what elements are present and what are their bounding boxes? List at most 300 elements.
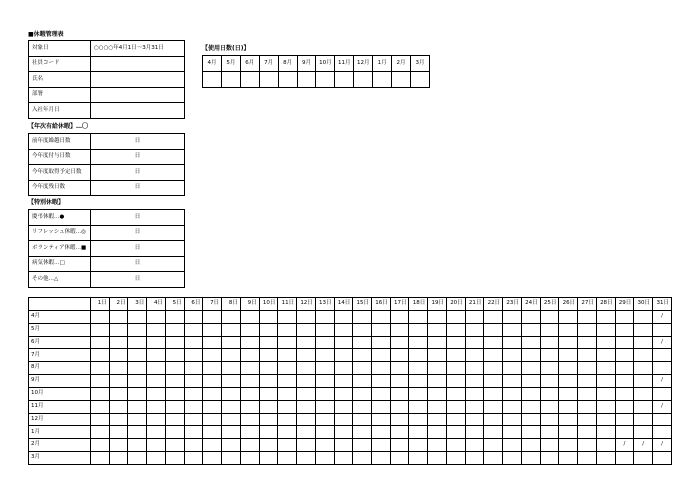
calendar-day-cell[interactable] [278, 362, 297, 375]
calendar-day-cell[interactable] [390, 413, 409, 426]
calendar-day-cell[interactable] [578, 426, 597, 439]
calendar-day-cell[interactable] [540, 439, 559, 452]
calendar-day-cell[interactable] [240, 349, 259, 362]
calendar-day-cell[interactable] [372, 310, 391, 323]
calendar-day-cell[interactable] [315, 310, 334, 323]
calendar-day-cell[interactable] [109, 400, 128, 413]
calendar-day-cell[interactable] [109, 349, 128, 362]
calendar-day-cell[interactable] [91, 336, 110, 349]
calendar-day-cell[interactable] [334, 400, 353, 413]
calendar-day-cell[interactable] [578, 310, 597, 323]
calendar-day-cell[interactable] [503, 310, 522, 323]
calendar-day-cell[interactable] [596, 387, 615, 400]
calendar-day-cell[interactable] [578, 375, 597, 388]
calendar-day-cell[interactable] [409, 452, 428, 465]
calendar-day-cell[interactable] [91, 375, 110, 388]
calendar-day-cell[interactable] [203, 413, 222, 426]
calendar-day-cell[interactable] [315, 336, 334, 349]
info-value-field[interactable] [91, 72, 185, 88]
calendar-day-cell[interactable] [165, 387, 184, 400]
calendar-day-cell[interactable] [559, 426, 578, 439]
calendar-day-cell[interactable] [615, 452, 634, 465]
calendar-day-cell[interactable] [259, 323, 278, 336]
calendar-day-cell[interactable] [503, 336, 522, 349]
calendar-day-cell[interactable] [128, 336, 147, 349]
calendar-day-cell[interactable] [203, 375, 222, 388]
calendar-day-cell[interactable] [428, 375, 447, 388]
calendar-day-cell[interactable] [428, 362, 447, 375]
calendar-day-cell[interactable] [184, 439, 203, 452]
calendar-day-cell[interactable] [165, 426, 184, 439]
usage-days-cell[interactable] [410, 72, 429, 88]
calendar-day-cell[interactable] [446, 375, 465, 388]
calendar-day-cell[interactable] [147, 452, 166, 465]
calendar-day-cell[interactable] [484, 336, 503, 349]
calendar-day-cell[interactable] [165, 375, 184, 388]
calendar-day-cell[interactable] [409, 336, 428, 349]
calendar-day-cell[interactable] [653, 413, 672, 426]
calendar-day-cell[interactable] [259, 439, 278, 452]
calendar-day-cell[interactable] [278, 439, 297, 452]
calendar-day-cell[interactable] [465, 452, 484, 465]
calendar-day-cell[interactable] [615, 387, 634, 400]
calendar-day-cell[interactable] [372, 323, 391, 336]
calendar-day-cell[interactable] [334, 323, 353, 336]
calendar-day-cell[interactable] [91, 413, 110, 426]
annual-leave-days-field[interactable]: 日 [91, 165, 185, 181]
calendar-day-cell[interactable] [222, 349, 241, 362]
calendar-day-cell[interactable] [297, 413, 316, 426]
calendar-day-cell[interactable] [240, 452, 259, 465]
calendar-day-cell[interactable] [353, 413, 372, 426]
calendar-day-cell[interactable] [540, 452, 559, 465]
calendar-day-cell[interactable] [240, 362, 259, 375]
calendar-day-cell[interactable] [503, 452, 522, 465]
calendar-day-cell[interactable] [128, 439, 147, 452]
calendar-day-cell[interactable] [446, 413, 465, 426]
calendar-day-cell[interactable] [147, 426, 166, 439]
calendar-day-cell[interactable] [465, 439, 484, 452]
calendar-day-cell[interactable] [521, 323, 540, 336]
calendar-day-cell[interactable] [596, 310, 615, 323]
calendar-day-cell[interactable] [465, 375, 484, 388]
calendar-day-cell[interactable] [446, 349, 465, 362]
calendar-day-cell[interactable] [315, 349, 334, 362]
calendar-day-cell[interactable] [559, 387, 578, 400]
calendar-day-cell[interactable] [521, 426, 540, 439]
usage-days-cell[interactable] [278, 72, 297, 88]
calendar-day-cell[interactable] [165, 323, 184, 336]
calendar-day-cell[interactable] [109, 439, 128, 452]
calendar-day-cell[interactable] [503, 387, 522, 400]
calendar-day-cell[interactable] [596, 362, 615, 375]
calendar-day-cell[interactable] [147, 349, 166, 362]
calendar-day-cell[interactable] [615, 400, 634, 413]
calendar-day-cell[interactable] [184, 323, 203, 336]
calendar-day-cell[interactable] [240, 387, 259, 400]
calendar-day-cell[interactable] [446, 452, 465, 465]
calendar-day-cell[interactable] [91, 323, 110, 336]
calendar-day-cell[interactable] [91, 439, 110, 452]
calendar-day-cell[interactable] [297, 323, 316, 336]
calendar-day-cell[interactable] [634, 387, 653, 400]
usage-days-cell[interactable] [297, 72, 316, 88]
calendar-day-cell[interactable] [222, 387, 241, 400]
calendar-day-cell[interactable] [578, 413, 597, 426]
calendar-day-cell[interactable] [259, 426, 278, 439]
calendar-day-cell[interactable] [203, 336, 222, 349]
calendar-day-cell[interactable] [390, 452, 409, 465]
calendar-day-cell[interactable] [559, 336, 578, 349]
calendar-day-cell[interactable] [428, 452, 447, 465]
calendar-day-cell[interactable] [390, 426, 409, 439]
calendar-day-cell[interactable] [259, 387, 278, 400]
calendar-day-cell[interactable] [240, 426, 259, 439]
calendar-day-cell[interactable] [353, 426, 372, 439]
calendar-day-cell[interactable] [315, 439, 334, 452]
calendar-day-cell[interactable] [390, 310, 409, 323]
calendar-day-cell[interactable] [353, 387, 372, 400]
calendar-day-cell[interactable] [147, 387, 166, 400]
calendar-day-cell[interactable] [521, 362, 540, 375]
calendar-day-cell[interactable] [596, 452, 615, 465]
calendar-day-cell[interactable] [446, 439, 465, 452]
calendar-day-cell[interactable] [409, 387, 428, 400]
calendar-day-cell[interactable] [297, 452, 316, 465]
calendar-day-cell[interactable] [203, 387, 222, 400]
calendar-day-cell[interactable] [465, 400, 484, 413]
calendar-day-cell[interactable] [109, 387, 128, 400]
calendar-day-cell[interactable] [372, 375, 391, 388]
calendar-day-cell[interactable] [484, 400, 503, 413]
calendar-day-cell[interactable] [390, 362, 409, 375]
calendar-day-cell[interactable] [109, 336, 128, 349]
calendar-day-cell[interactable] [109, 310, 128, 323]
calendar-day-cell[interactable] [147, 439, 166, 452]
calendar-day-cell[interactable] [409, 400, 428, 413]
calendar-day-cell[interactable] [578, 387, 597, 400]
calendar-day-cell[interactable] [109, 452, 128, 465]
calendar-day-cell[interactable] [634, 400, 653, 413]
calendar-day-cell[interactable] [91, 310, 110, 323]
calendar-day-cell[interactable] [540, 387, 559, 400]
calendar-day-cell[interactable] [147, 323, 166, 336]
calendar-day-cell[interactable] [615, 375, 634, 388]
calendar-day-cell[interactable] [578, 439, 597, 452]
special-leave-days-field[interactable]: 日 [91, 210, 185, 226]
calendar-day-cell[interactable] [390, 375, 409, 388]
calendar-day-cell[interactable] [465, 413, 484, 426]
calendar-day-cell[interactable] [372, 413, 391, 426]
calendar-day-cell[interactable] [521, 400, 540, 413]
calendar-day-cell[interactable] [259, 452, 278, 465]
calendar-day-cell[interactable] [128, 387, 147, 400]
calendar-day-cell[interactable] [653, 452, 672, 465]
calendar-day-cell[interactable] [409, 439, 428, 452]
calendar-day-cell[interactable] [428, 400, 447, 413]
annual-leave-days-field[interactable]: 日 [91, 180, 185, 196]
calendar-day-cell[interactable] [503, 362, 522, 375]
special-leave-days-field[interactable]: 日 [91, 256, 185, 272]
usage-days-cell[interactable] [335, 72, 354, 88]
calendar-day-cell[interactable] [540, 310, 559, 323]
calendar-day-cell[interactable] [222, 452, 241, 465]
calendar-day-cell[interactable] [428, 426, 447, 439]
calendar-day-cell[interactable] [540, 413, 559, 426]
calendar-day-cell[interactable] [165, 336, 184, 349]
calendar-day-cell[interactable] [390, 336, 409, 349]
calendar-day-cell[interactable] [165, 452, 184, 465]
calendar-day-cell[interactable] [465, 387, 484, 400]
calendar-day-cell[interactable] [297, 439, 316, 452]
calendar-day-cell[interactable] [184, 413, 203, 426]
calendar-day-cell[interactable] [353, 310, 372, 323]
calendar-day-cell[interactable] [297, 400, 316, 413]
calendar-day-cell[interactable] [578, 400, 597, 413]
calendar-day-cell[interactable] [634, 426, 653, 439]
calendar-day-cell[interactable] [278, 375, 297, 388]
calendar-day-cell[interactable] [540, 400, 559, 413]
calendar-day-cell[interactable] [353, 452, 372, 465]
calendar-day-cell[interactable] [203, 426, 222, 439]
calendar-day-cell[interactable] [203, 439, 222, 452]
calendar-day-cell[interactable] [128, 375, 147, 388]
special-leave-days-field[interactable]: 日 [91, 225, 185, 241]
calendar-day-cell[interactable] [240, 336, 259, 349]
calendar-day-cell[interactable] [128, 310, 147, 323]
calendar-day-cell[interactable] [165, 349, 184, 362]
calendar-day-cell[interactable] [484, 375, 503, 388]
calendar-day-cell[interactable] [428, 323, 447, 336]
calendar-day-cell[interactable] [409, 362, 428, 375]
calendar-day-cell[interactable] [315, 452, 334, 465]
calendar-day-cell[interactable] [259, 400, 278, 413]
calendar-day-cell[interactable] [428, 413, 447, 426]
calendar-day-cell[interactable] [165, 400, 184, 413]
calendar-day-cell[interactable] [484, 310, 503, 323]
calendar-day-cell[interactable] [91, 426, 110, 439]
calendar-day-cell[interactable] [484, 426, 503, 439]
calendar-day-cell[interactable] [278, 349, 297, 362]
calendar-day-cell[interactable] [615, 426, 634, 439]
usage-days-cell[interactable] [221, 72, 240, 88]
calendar-day-cell[interactable] [147, 336, 166, 349]
calendar-day-cell[interactable] [222, 375, 241, 388]
calendar-day-cell[interactable] [634, 413, 653, 426]
calendar-day-cell[interactable] [634, 310, 653, 323]
calendar-day-cell[interactable] [446, 400, 465, 413]
calendar-day-cell[interactable] [184, 387, 203, 400]
calendar-day-cell[interactable] [521, 452, 540, 465]
calendar-day-cell[interactable] [559, 362, 578, 375]
calendar-day-cell[interactable] [128, 426, 147, 439]
calendar-day-cell[interactable] [428, 439, 447, 452]
calendar-day-cell[interactable] [390, 439, 409, 452]
calendar-day-cell[interactable] [372, 400, 391, 413]
calendar-day-cell[interactable] [334, 349, 353, 362]
calendar-day-cell[interactable] [559, 323, 578, 336]
calendar-day-cell[interactable] [634, 336, 653, 349]
calendar-day-cell[interactable] [315, 426, 334, 439]
calendar-day-cell[interactable] [503, 426, 522, 439]
calendar-day-cell[interactable] [634, 452, 653, 465]
calendar-day-cell[interactable] [615, 323, 634, 336]
calendar-day-cell[interactable] [128, 413, 147, 426]
calendar-day-cell[interactable] [372, 362, 391, 375]
calendar-day-cell[interactable] [259, 362, 278, 375]
calendar-day-cell[interactable] [484, 439, 503, 452]
calendar-day-cell[interactable] [503, 439, 522, 452]
calendar-day-cell[interactable] [222, 426, 241, 439]
calendar-day-cell[interactable] [521, 310, 540, 323]
calendar-day-cell[interactable] [297, 310, 316, 323]
calendar-day-cell[interactable] [203, 362, 222, 375]
calendar-day-cell[interactable] [278, 452, 297, 465]
calendar-day-cell[interactable] [240, 439, 259, 452]
calendar-day-cell[interactable] [353, 362, 372, 375]
calendar-day-cell[interactable] [184, 375, 203, 388]
calendar-day-cell[interactable] [353, 349, 372, 362]
info-value-field[interactable] [91, 56, 185, 72]
calendar-day-cell[interactable] [297, 426, 316, 439]
usage-days-cell[interactable] [240, 72, 259, 88]
calendar-day-cell[interactable] [578, 452, 597, 465]
calendar-day-cell[interactable] [203, 400, 222, 413]
calendar-day-cell[interactable] [222, 323, 241, 336]
calendar-day-cell[interactable] [278, 387, 297, 400]
calendar-day-cell[interactable] [559, 439, 578, 452]
calendar-day-cell[interactable] [315, 375, 334, 388]
calendar-day-cell[interactable] [91, 362, 110, 375]
calendar-day-cell[interactable] [259, 375, 278, 388]
calendar-day-cell[interactable] [465, 349, 484, 362]
calendar-day-cell[interactable] [315, 362, 334, 375]
calendar-day-cell[interactable] [334, 310, 353, 323]
calendar-day-cell[interactable] [109, 362, 128, 375]
calendar-day-cell[interactable] [184, 336, 203, 349]
usage-days-cell[interactable] [316, 72, 335, 88]
calendar-day-cell[interactable] [521, 413, 540, 426]
calendar-day-cell[interactable] [484, 349, 503, 362]
calendar-day-cell[interactable] [222, 310, 241, 323]
calendar-day-cell[interactable] [109, 426, 128, 439]
calendar-day-cell[interactable] [559, 375, 578, 388]
calendar-day-cell[interactable] [484, 362, 503, 375]
usage-days-cell[interactable] [392, 72, 411, 88]
calendar-day-cell[interactable] [653, 362, 672, 375]
info-value-field[interactable] [91, 103, 185, 119]
calendar-day-cell[interactable] [653, 323, 672, 336]
calendar-day-cell[interactable] [297, 375, 316, 388]
usage-days-cell[interactable] [259, 72, 278, 88]
calendar-day-cell[interactable] [615, 349, 634, 362]
calendar-day-cell[interactable] [240, 323, 259, 336]
calendar-day-cell[interactable] [578, 336, 597, 349]
info-value-field[interactable]: ○○○○年4月1日～3月31日 [91, 41, 185, 57]
calendar-day-cell[interactable] [465, 426, 484, 439]
calendar-day-cell[interactable] [465, 310, 484, 323]
calendar-day-cell[interactable] [540, 323, 559, 336]
calendar-day-cell[interactable] [184, 362, 203, 375]
calendar-day-cell[interactable] [409, 323, 428, 336]
calendar-day-cell[interactable] [465, 323, 484, 336]
calendar-day-cell[interactable] [540, 362, 559, 375]
calendar-day-cell[interactable] [147, 413, 166, 426]
calendar-day-cell[interactable] [372, 439, 391, 452]
calendar-day-cell[interactable] [484, 452, 503, 465]
calendar-day-cell[interactable] [596, 400, 615, 413]
calendar-day-cell[interactable] [596, 336, 615, 349]
calendar-day-cell[interactable] [615, 310, 634, 323]
calendar-day-cell[interactable] [315, 400, 334, 413]
calendar-day-cell[interactable] [372, 349, 391, 362]
calendar-day-cell[interactable] [559, 413, 578, 426]
calendar-day-cell[interactable] [578, 323, 597, 336]
calendar-day-cell[interactable] [559, 400, 578, 413]
calendar-day-cell[interactable] [353, 323, 372, 336]
calendar-day-cell[interactable] [615, 362, 634, 375]
calendar-day-cell[interactable] [240, 400, 259, 413]
calendar-day-cell[interactable] [128, 323, 147, 336]
usage-days-cell[interactable] [373, 72, 392, 88]
calendar-day-cell[interactable] [334, 336, 353, 349]
calendar-day-cell[interactable] [503, 413, 522, 426]
calendar-day-cell[interactable] [653, 349, 672, 362]
calendar-day-cell[interactable] [596, 439, 615, 452]
calendar-day-cell[interactable] [372, 336, 391, 349]
calendar-day-cell[interactable] [184, 400, 203, 413]
calendar-day-cell[interactable] [222, 362, 241, 375]
calendar-day-cell[interactable] [297, 362, 316, 375]
calendar-day-cell[interactable] [428, 349, 447, 362]
calendar-day-cell[interactable] [409, 426, 428, 439]
calendar-day-cell[interactable] [334, 387, 353, 400]
calendar-day-cell[interactable] [390, 349, 409, 362]
calendar-day-cell[interactable] [278, 413, 297, 426]
special-leave-days-field[interactable]: 日 [91, 241, 185, 257]
calendar-day-cell[interactable] [428, 387, 447, 400]
calendar-day-cell[interactable] [540, 375, 559, 388]
usage-days-cell[interactable] [354, 72, 373, 88]
calendar-day-cell[interactable] [409, 310, 428, 323]
info-value-field[interactable] [91, 87, 185, 103]
calendar-day-cell[interactable] [315, 413, 334, 426]
calendar-day-cell[interactable] [315, 323, 334, 336]
calendar-day-cell[interactable] [428, 310, 447, 323]
calendar-day-cell[interactable] [315, 387, 334, 400]
usage-days-cell[interactable] [203, 72, 222, 88]
calendar-day-cell[interactable] [559, 349, 578, 362]
calendar-day-cell[interactable] [278, 336, 297, 349]
calendar-day-cell[interactable] [147, 375, 166, 388]
calendar-day-cell[interactable] [540, 336, 559, 349]
calendar-day-cell[interactable] [165, 362, 184, 375]
calendar-day-cell[interactable] [278, 323, 297, 336]
calendar-day-cell[interactable] [184, 349, 203, 362]
calendar-day-cell[interactable] [91, 387, 110, 400]
calendar-day-cell[interactable] [446, 362, 465, 375]
calendar-day-cell[interactable] [596, 426, 615, 439]
calendar-day-cell[interactable] [409, 375, 428, 388]
calendar-day-cell[interactable] [203, 323, 222, 336]
calendar-day-cell[interactable] [446, 387, 465, 400]
calendar-day-cell[interactable] [615, 336, 634, 349]
calendar-day-cell[interactable] [259, 413, 278, 426]
calendar-day-cell[interactable] [278, 426, 297, 439]
calendar-day-cell[interactable] [521, 375, 540, 388]
calendar-day-cell[interactable] [596, 413, 615, 426]
calendar-day-cell[interactable] [128, 349, 147, 362]
